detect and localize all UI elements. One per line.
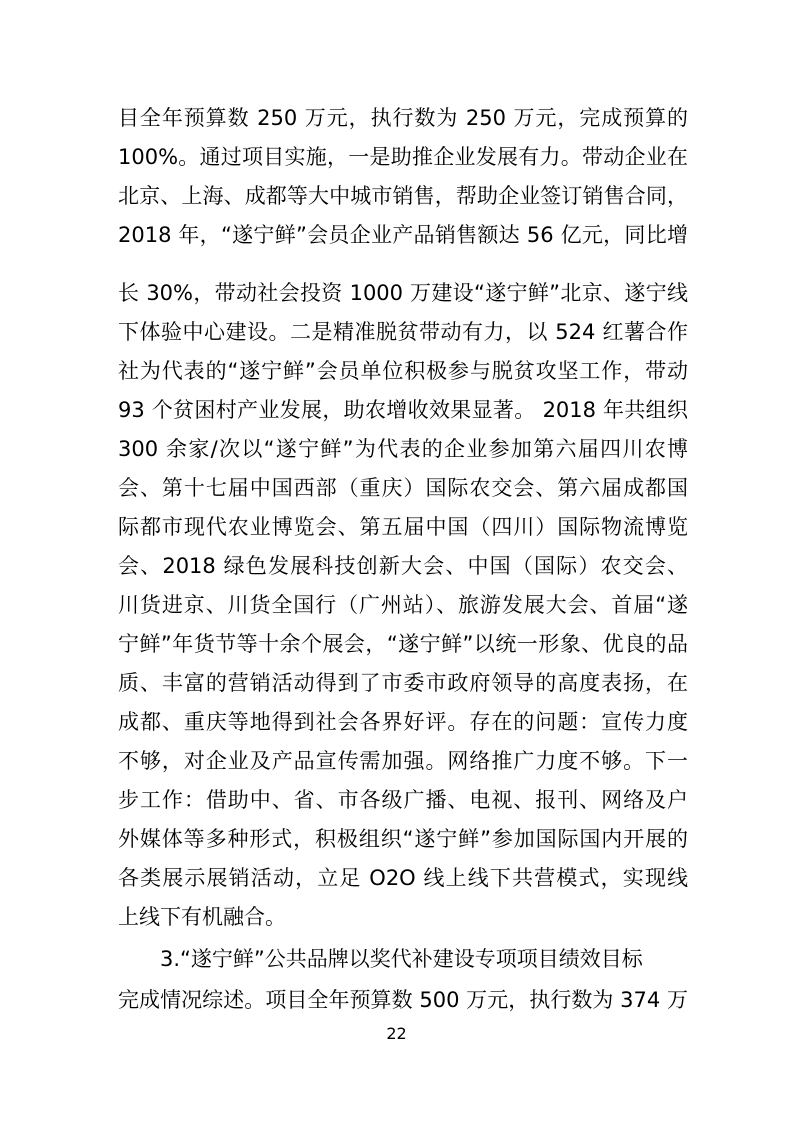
paragraph-line: 300 余家/次以“遂宁鲜”为代表的企业参加第六届四川农博 xyxy=(118,437,688,461)
paragraph-line: 各类展示展销活动，立足 O2O 线上线下共营模式，实现线 xyxy=(118,866,688,890)
paragraph-line: 成都、重庆等地得到社会各界好评。存在的问题：宣传力度 xyxy=(118,710,688,734)
paragraph-line: 社为代表的“遂宁鲜”会员单位积极参与脱贫攻坚工作，带动 xyxy=(118,359,688,383)
section-heading: 3.“遂宁鲜”公共品牌以奖代补建设专项项目绩效目标 xyxy=(160,947,643,971)
paragraph-line: 长 30%，带动社会投资 1000 万建设“遂宁鲜”北京、遂宁线 xyxy=(118,281,688,305)
paragraph-line: 100%。通过项目实施，一是助推企业发展有力。带动企业在 xyxy=(118,145,688,169)
paragraph-line: 质、丰富的营销活动得到了市委市政府领导的高度表扬，在 xyxy=(118,671,688,695)
paragraph-line: 不够，对企业及产品宣传需加强。网络推广力度不够。下一 xyxy=(118,749,688,773)
page-number: 22 xyxy=(386,1024,407,1043)
paragraph-line: 2018 年，“遂宁鲜”会员企业产品销售额达 56 亿元，同比增 xyxy=(118,223,688,247)
paragraph-line: 93 个贫困村产业发展，助农增收效果显著。 2018 年共组织 xyxy=(118,398,688,422)
paragraph-line: 步工作：借助中、省、市各级广播、电视、报刊、网络及户 xyxy=(118,788,688,812)
paragraph-line: 外媒体等多种形式，积极组织“遂宁鲜”参加国际国内开展的 xyxy=(118,827,688,851)
paragraph-line: 川货进京、川货全国行（广州站）、旅游发展大会、首届“遂 xyxy=(118,593,688,617)
paragraph-line: 会、2018 绿色发展科技创新大会、中国（国际）农交会、 xyxy=(118,554,688,578)
paragraph-line: 下体验中心建设。二是精准脱贫带动有力，以 524 红薯合作 xyxy=(118,320,688,344)
paragraph-line: 上线下有机融合。 xyxy=(118,905,286,929)
paragraph-line: 际都市现代农业博览会、第五届中国（四川）国际物流博览 xyxy=(118,515,688,539)
paragraph-line: 会、第十七届中国西部（重庆）国际农交会、第六届成都国 xyxy=(118,476,688,500)
paragraph-line: 完成情况综述。项目全年预算数 500 万元，执行数为 374 万 xyxy=(118,988,688,1012)
paragraph-line: 目全年预算数 250 万元，执行数为 250 万元，完成预算的 xyxy=(118,106,688,130)
paragraph-line: 北京、上海、成都等大中城市销售，帮助企业签订销售合同， xyxy=(118,184,688,208)
paragraph-line: 宁鲜”年货节等十余个展会，“遂宁鲜”以统一形象、优良的品 xyxy=(118,632,688,656)
